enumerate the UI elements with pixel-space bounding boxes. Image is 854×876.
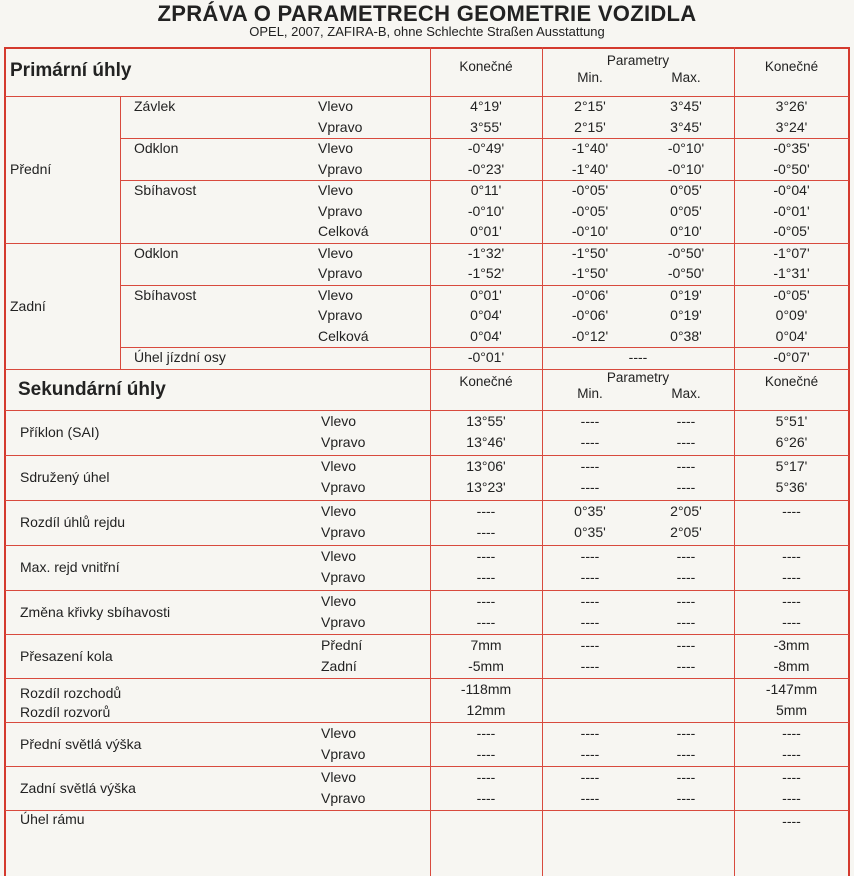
value-final: -118mm: [460, 680, 512, 697]
value-final: -0°10': [467, 202, 505, 219]
row-label: Příklon (SAI): [20, 424, 100, 440]
rule-line: [5, 678, 849, 679]
value-max: ----: [676, 479, 696, 495]
side-label: Přední: [321, 636, 363, 653]
row-label: Zadní světlá výška: [20, 779, 136, 796]
value-final: 3°55': [470, 118, 502, 135]
rule-line: [5, 722, 849, 723]
value-final: 13°46': [466, 434, 506, 450]
value-final: 12mm: [466, 701, 506, 718]
header-params: Parametry: [606, 53, 670, 68]
value-final: ----: [476, 613, 496, 630]
value-final: ----: [476, 547, 496, 564]
value-max: ----: [676, 789, 696, 806]
value-min: -0°05': [571, 202, 609, 219]
value-final: 0°04': [470, 327, 502, 344]
rule-line: [5, 243, 849, 244]
value-final: 4°19': [470, 98, 502, 114]
value-final-2: ----: [782, 812, 801, 829]
header-final-2: Konečné: [764, 373, 819, 389]
value-final: 0°01': [470, 286, 502, 303]
value-max: ----: [676, 592, 696, 609]
row-label: Přední světlá výška: [20, 735, 142, 752]
value-final: ----: [476, 724, 496, 741]
value-max: -0°50': [667, 265, 705, 281]
side-label: Vlevo: [321, 412, 357, 429]
value-final-2: -0°07': [773, 349, 810, 365]
value-final-2: ----: [782, 547, 801, 564]
sub-group-label: Odklon: [134, 244, 179, 261]
side-label: Vpravo: [318, 202, 363, 219]
rule-line: [120, 285, 849, 286]
value-min: ----: [580, 479, 600, 495]
side-label: Vpravo: [321, 524, 366, 540]
value-final: 0°04': [470, 307, 502, 323]
header-min: Min.: [577, 70, 603, 85]
value-max: ----: [676, 745, 696, 762]
value-min: -1°50': [571, 265, 609, 281]
value-max: ----: [676, 569, 696, 585]
value-max: ----: [676, 768, 696, 785]
value-min: ----: [580, 657, 600, 674]
value-final-2: -147mm: [765, 680, 818, 697]
value-max: ----: [676, 434, 696, 450]
value-min: -0°06': [571, 286, 609, 303]
value-max: -0°10': [667, 140, 705, 156]
column-line: [430, 47, 431, 96]
side-label: Vpravo: [321, 569, 366, 585]
value-final: ----: [476, 502, 496, 519]
value-max: ----: [676, 547, 696, 564]
value-min: -0°10': [571, 223, 609, 239]
value-final-2: 5°17': [775, 457, 808, 474]
value-final: -0°23': [467, 160, 505, 177]
value-min: ----: [580, 745, 600, 762]
side-label: Vlevo: [321, 547, 357, 564]
value-final-2: ----: [782, 768, 801, 785]
value-min: ----: [580, 724, 600, 741]
value-max: -0°10': [667, 160, 705, 177]
value-max: 2°05': [670, 524, 702, 540]
value-min: ----: [580, 592, 600, 609]
value-final-2: ----: [782, 789, 801, 806]
side-label: Vlevo: [318, 182, 354, 198]
value-final-2: -3mm: [773, 636, 810, 653]
value-max: ----: [676, 457, 696, 474]
group-label: Přední: [10, 161, 52, 178]
column-line: [734, 369, 735, 410]
value-max: ----: [676, 724, 696, 741]
value-final: -0°49': [467, 140, 505, 156]
value-max: ----: [676, 412, 696, 429]
side-label: Vpravo: [321, 613, 366, 630]
report-title: ZPRÁVA O PARAMETRECH GEOMETRIE VOZIDLA: [157, 1, 697, 26]
header-final: Konečné: [459, 373, 513, 389]
value-final: ----: [476, 524, 496, 540]
value-final-2: 5°51': [775, 412, 808, 429]
value-final-2: -1°31': [773, 265, 810, 281]
value-min: ----: [580, 547, 600, 564]
value-min: 2°15': [574, 118, 606, 135]
value-max: ----: [676, 613, 696, 630]
header-max: Max.: [671, 385, 701, 401]
value-final-2: -8mm: [773, 657, 810, 674]
value-final-2: 6°26': [775, 434, 808, 450]
column-line: [430, 96, 431, 369]
value-final-2: ----: [782, 569, 801, 585]
side-label: Vlevo: [318, 140, 354, 156]
side-label: Vlevo: [321, 502, 357, 519]
value-max: -0°50': [667, 244, 705, 261]
value-min: 0°35': [574, 524, 606, 540]
column-line: [542, 410, 543, 876]
value-final: -1°32': [467, 244, 505, 261]
vehicle-subtitle: OPEL, 2007, ZAFIRA-B, ohne Schlechte Straßen Ausstattung: [249, 24, 605, 39]
value-min: ----: [580, 768, 600, 785]
value-min: ----: [580, 457, 600, 474]
rule-line: [5, 455, 849, 456]
value-final-2: 0°09': [775, 307, 808, 323]
value-final-2: ----: [782, 745, 801, 762]
rule-line: [5, 634, 849, 635]
value-final: ----: [476, 592, 496, 609]
value-final-2: -0°05': [773, 223, 810, 239]
value-final: -5mm: [468, 657, 504, 674]
side-label: Vlevo: [321, 724, 357, 741]
value-final-2: -0°05': [773, 286, 810, 303]
value-final: 7mm: [470, 636, 502, 653]
value-final: 13°23': [466, 479, 506, 495]
value-final-2: -0°04': [773, 182, 810, 198]
value-min: ----: [580, 636, 600, 653]
row-label: Sdružený úhel: [20, 469, 110, 485]
value-final-2: ----: [782, 592, 801, 609]
value-max: 0°38': [670, 327, 702, 344]
value-final: -0°01': [467, 349, 505, 365]
header-final-2: Konečné: [764, 59, 819, 74]
value-min: -1°50': [571, 244, 609, 261]
section-secondary-title: Sekundární úhly: [18, 378, 166, 400]
sub-group-label: Sbíhavost: [134, 182, 197, 198]
side-label: Vlevo: [318, 98, 354, 114]
rule-line: [120, 180, 849, 181]
value-max: 0°05': [670, 182, 702, 198]
side-label: Vpravo: [318, 307, 363, 323]
row-label: Úhel rámu: [20, 810, 85, 827]
value-final-2: -0°35': [773, 140, 810, 156]
row-label: Přesazení kola: [20, 647, 113, 664]
value-final: ----: [476, 745, 496, 762]
value-final: ----: [476, 768, 496, 785]
column-line: [542, 369, 543, 410]
side-label: Vlevo: [318, 244, 354, 261]
header-final: Konečné: [459, 59, 513, 74]
section-primary-title: Primární úhly: [10, 60, 132, 81]
row-label: Změna křivky sbíhavosti: [20, 603, 171, 620]
header-params: Parametry: [606, 369, 670, 385]
value-min: -0°06': [571, 307, 609, 323]
sub-group-label: Sbíhavost: [134, 286, 197, 303]
column-line: [542, 47, 543, 96]
rule-line: [5, 545, 849, 546]
header-max: Max.: [671, 70, 701, 85]
rule-line: [120, 347, 849, 348]
column-line: [734, 47, 735, 96]
value-final-2: -0°01': [773, 202, 810, 219]
value-min: 0°35': [574, 502, 606, 519]
sub-group-label: Úhel jízdní osy: [134, 349, 226, 365]
row-label: Max. rejd vnitřní: [20, 559, 120, 575]
side-label: Vlevo: [318, 286, 354, 303]
row-label: Rozdíl rozchodů: [20, 684, 122, 701]
value-max: 0°19': [670, 307, 702, 323]
value-min: ----: [580, 789, 600, 806]
column-line: [734, 410, 735, 876]
value-final-2: 3°26': [775, 98, 808, 114]
value-min: ----: [580, 569, 600, 585]
rule-line: [5, 766, 849, 767]
side-label: Zadní: [321, 657, 357, 674]
value-final: 13°06': [466, 457, 506, 474]
value-final: 13°55': [466, 412, 506, 429]
value-final-2: ----: [782, 613, 801, 630]
sub-group-label: Odklon: [134, 140, 179, 156]
rule-line: [5, 96, 849, 97]
header-min: Min.: [577, 385, 603, 401]
value-final: ----: [476, 789, 496, 806]
column-line: [430, 369, 431, 410]
side-label: Vlevo: [321, 457, 357, 474]
side-label: Celková: [318, 327, 369, 344]
value-final-2: ----: [782, 724, 801, 741]
side-label: Vpravo: [318, 265, 363, 281]
rule-line: [5, 500, 849, 501]
value-final-2: -1°07': [773, 244, 810, 261]
row-label-2: Rozdíl rozvorů: [20, 703, 111, 720]
value-min: -1°40': [571, 160, 609, 177]
side-label: Vpravo: [321, 789, 366, 806]
value-final-2: 5mm: [775, 701, 808, 718]
side-label: Vpravo: [321, 434, 366, 450]
value-final: -1°52': [467, 265, 505, 281]
side-label: Vpravo: [318, 118, 363, 135]
column-line: [120, 96, 121, 369]
value-final: 0°11': [470, 182, 502, 198]
column-line: [734, 96, 735, 369]
side-label: Vpravo: [318, 160, 363, 177]
rule-line: [5, 410, 849, 411]
side-label: Vlevo: [321, 768, 357, 785]
value-final-2: ----: [782, 502, 801, 519]
side-label: Vpravo: [321, 479, 366, 495]
column-line: [542, 96, 543, 369]
value-final: 0°01': [470, 223, 502, 239]
group-label: Zadní: [10, 297, 46, 314]
value-final-2: 3°24': [775, 118, 808, 135]
side-label: Vlevo: [321, 592, 357, 609]
value-max: ----: [676, 636, 696, 653]
value-min: 2°15': [574, 98, 606, 114]
value-max: 3°45': [670, 98, 702, 114]
value-min: -1°40': [571, 140, 609, 156]
sub-group-label: Závlek: [134, 98, 176, 114]
value-min: ----: [628, 349, 648, 365]
value-final: ----: [476, 569, 496, 585]
value-max: 2°05': [670, 502, 702, 519]
value-max: 0°05': [670, 202, 702, 219]
value-min: -0°12': [571, 327, 609, 344]
value-final-2: 0°04': [775, 327, 808, 344]
rule-line: [120, 138, 849, 139]
value-max: 0°19': [670, 286, 702, 303]
value-max: 0°10': [670, 223, 702, 239]
value-final-2: 5°36': [775, 479, 808, 495]
side-label: Vpravo: [321, 745, 366, 762]
side-label: Celková: [318, 223, 369, 239]
rule-line: [5, 810, 849, 811]
value-final-2: -0°50': [773, 160, 810, 177]
value-max: ----: [676, 657, 696, 674]
value-min: -0°05': [571, 182, 609, 198]
column-line: [430, 410, 431, 876]
value-max: 3°45': [670, 118, 702, 135]
value-min: ----: [580, 412, 600, 429]
value-min: ----: [580, 613, 600, 630]
rule-line: [5, 590, 849, 591]
row-label: Rozdíl úhlů rejdu: [20, 514, 126, 530]
value-min: ----: [580, 434, 600, 450]
